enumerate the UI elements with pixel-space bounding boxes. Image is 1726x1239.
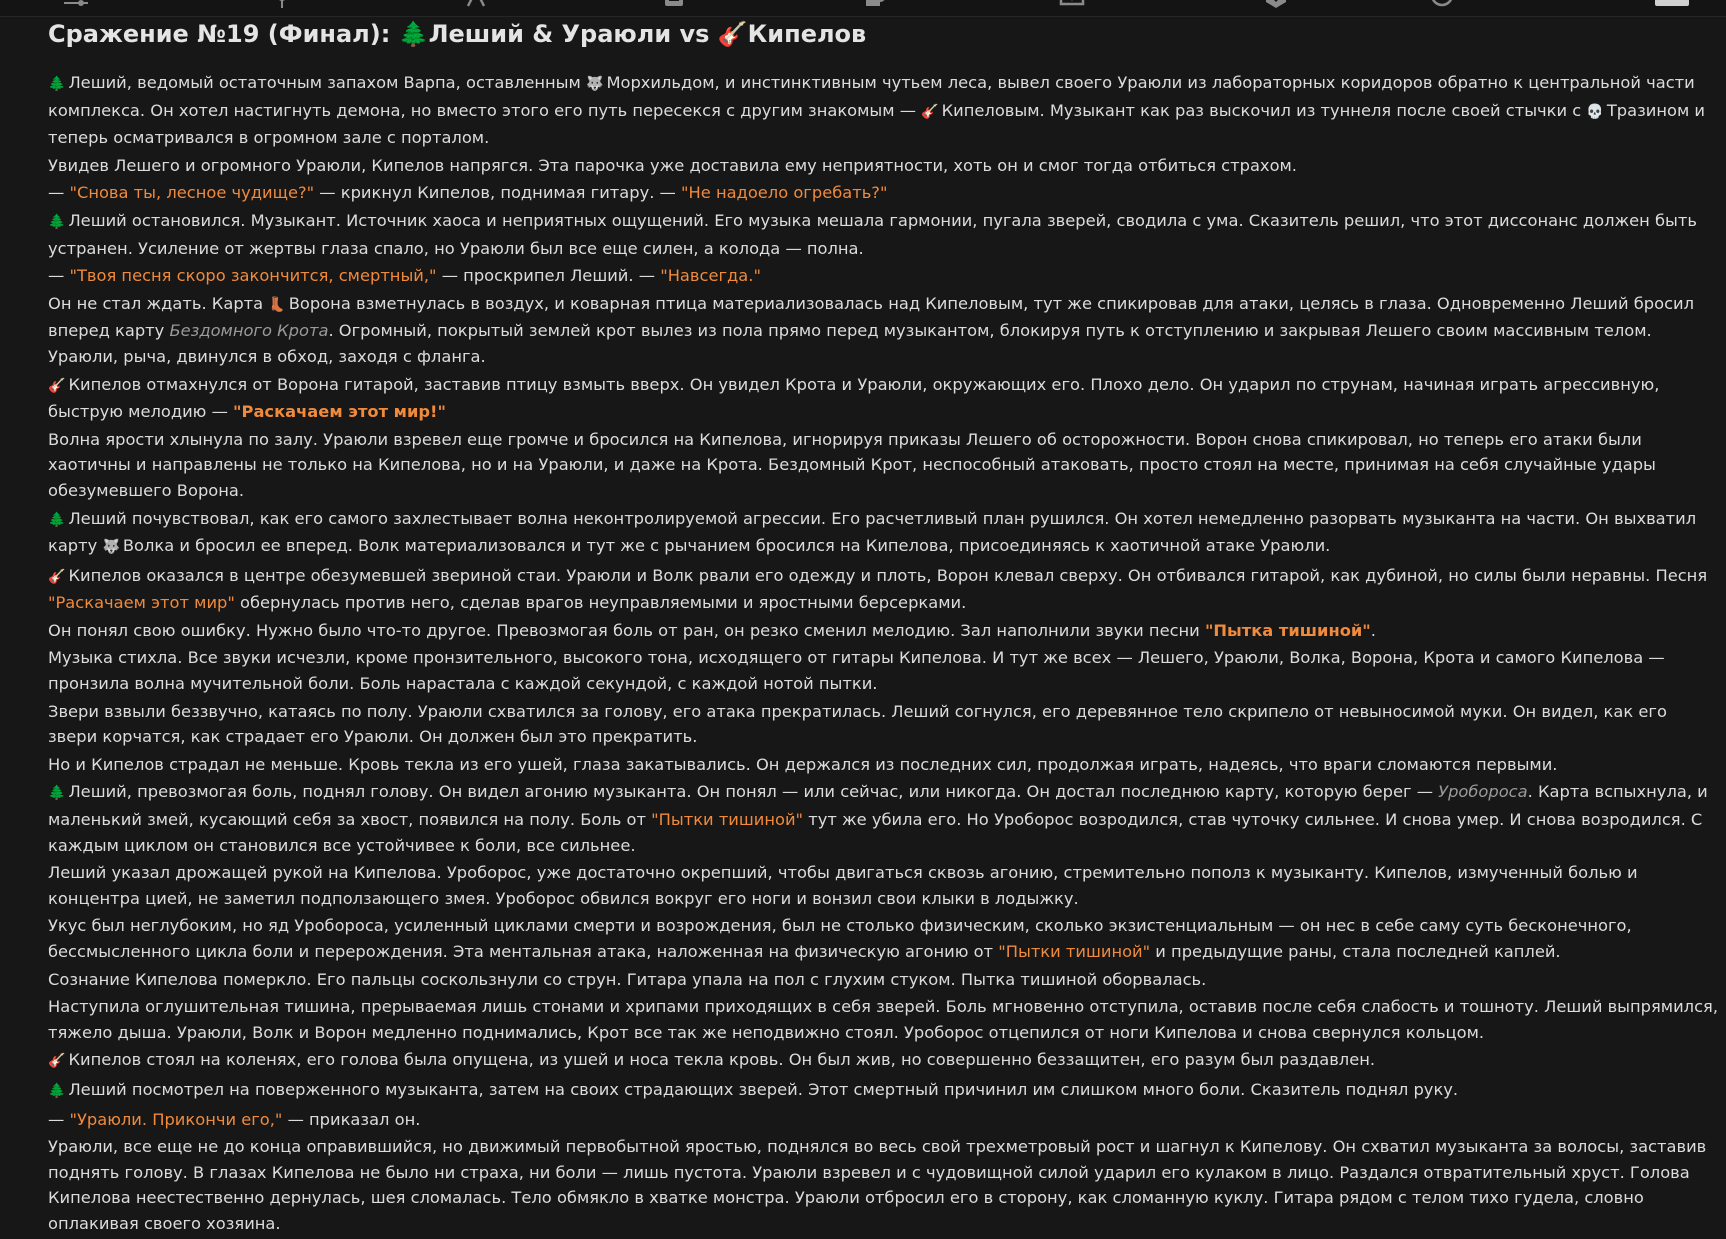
id-card-icon[interactable] bbox=[1655, 0, 1683, 12]
paragraph: Музыка стихла. Все звуки исчезли, кроме пронзительного, высокого тона, исходящего от гитары Кипелова. И тут же всех — Лешего, Ураюли, Волка, Ворона, Крота и самого Кипелова — пронзила волна мучительной боли. Боль нарастала с каждой секундой, с каждой нотой пытки. bbox=[48, 648, 1665, 694]
paragraph: Наступила оглушительная тишина, прерываемая лишь стонами и хрипами приходящих в себя зверей. Боль мгновенно отступила, оставив после себя слабость и тошноту. Леший выпрямился, тяжело дыша. Ураюли, Волк и Ворон медленно поднимались, Крот все так же неподвижно стоял. Уроборос отцепился от ноги Кипелова и снова свернулся кольцом. bbox=[48, 997, 1718, 1042]
paragraph: 🌲 Леший посмотрел на поверженного музыканта, затем на своих страдающих зверей. Этот смертный причинил им слишком много боли. Сказитель поднял руку. bbox=[48, 1079, 1459, 1099]
top-nav-bar bbox=[0, 0, 1726, 17]
paragraph: Он понял свою ошибку. Нужно было что-то другое. Превозмогая боль от ран, он резко сменил мелодию. Зал наполнили звуки песни "Пытка тишиной". bbox=[48, 620, 1376, 640]
paragraph: 🌲 Леший почувствовал, как его самого захлестывает волна неконтролируемой агрессии. Его расчетливый план рушился. Он хотел немедленно разорвать музыканта на части. Он выхватил карту 🐺 Волка и бросил ее вперед. Волк материализовался и тут же с рычанием бросился на Кипелова, присоединяясь к хаотичной атаке Ураюли. bbox=[48, 508, 1697, 556]
card-name: Бездомного Крота bbox=[169, 321, 329, 341]
pin-icon[interactable] bbox=[268, 0, 296, 12]
dialogue-quote: "Твоя песня скоро закончится, смертный," bbox=[69, 266, 437, 286]
paragraph: Но и Кипелов страдал не меньше. Кровь текла из его ушей, глаза закатывались. Он держался из последних сил, продолжая играть, надеясь, что враги сломаются первыми. bbox=[48, 754, 1558, 774]
dialogue-quote: "Не надоело огребать?" bbox=[681, 183, 888, 203]
paragraph: — "Ураюли. Прикончи его," — приказал он. bbox=[48, 1109, 421, 1129]
guitar-icon: 🎸 bbox=[48, 377, 66, 394]
paragraph: 🌲 Леший остановился. Музыкант. Источник хаоса и неприятных ощущений. Его музыка мешала гармонии, пугала зверей, сводила с ума. Сказитель решил, что этот диссонанс должен быть устранен. Усиление от жертвы глаза спало, но Ураюли был все еще силен, а колода — полна. bbox=[48, 210, 1697, 258]
tree-icon: 🌲 bbox=[48, 76, 66, 92]
paragraph: 🎸 Кипелов оказался в центре обезумевшей звериной стаи. Ураюли и Волк рвали его одежду и плоть, Ворон клевал сверху. Он отбивался гитарой, как дубиной, но силы были неравны. Песня "Раскачаем этот мир" обернулась против него, сделав врагов неуправляемыми и яростными берсерками. bbox=[48, 565, 1708, 613]
font-icon[interactable] bbox=[462, 0, 490, 12]
song-name: "Пытки тишиной" bbox=[651, 810, 804, 830]
paragraph: 🌲 Леший, превозмогая боль, поднял голову. Он видел агонию музыканта. Он понял — или сейчас, или никогда. Он достал последнюю карту, которую берег — Уробороса. Карта вспыхнула, и маленький змей, кусающий себя за хвост, появился на полу. Боль от "Пытки тишиной" тут же убила его. Но Уроборос возродился, став чуточку сильнее. И снова умер. И снова возродился. С каждым циклом он становился все устойчивее к боли, все сильнее. bbox=[48, 782, 1708, 855]
wolf-icon: 🐺 bbox=[102, 539, 120, 556]
guitar-icon: 🎸 bbox=[48, 568, 66, 585]
paragraph: — "Твоя песня скоро закончится, смертный," — проскрипел Леший. — "Навсегда." bbox=[48, 266, 761, 286]
story-text bbox=[48, 70, 1718, 1239]
paragraph: Леший указал дрожащей рукой на Кипелова. Уроборос, уже достаточно окрепший, чтобы двигаться сквозь агонию, стремительно пополз к музыканту. Кипелов, измученный болью и концентра цией, не заметил подползающего змея. Уроборос обвился вокруг его ноги и вонзил свои клыки в лодыжку. bbox=[48, 863, 1638, 908]
tree-icon: 🌲 bbox=[48, 213, 66, 230]
tree-icon: 🌲 bbox=[48, 511, 66, 528]
song-name: "Пытки тишиной" bbox=[998, 942, 1151, 961]
paragraph: Ураюли, все еще не до конца оправившийся, но движимый первобытной яростью, поднялся во весь свой трехметровый рост и шагнул к Кипелову. Он схватил музыканта за волосы, заставив поднять голову. В глазах Кипелова не было ни страха, ни боли — лишь пустота. Ураюли взревел и с чудовищной силой ударил его кулаком в лицо. Раздался отвратительный хруст. Голова Кипелова неестественно дернулась, шея сломалась. Тело обмякло в хватке монстра. Ураюли отбросил его в сторону, как сломанную куклу. Гитара рядом с телом тихо гудела, словно оплакивая своего хозяина. bbox=[48, 1137, 1707, 1233]
song-name: "Пытка тишиной" bbox=[1204, 620, 1371, 640]
paragraph: Волна ярости хлынула по залу. Ураюли взревел еще громче и бросился на Кипелова, игнорируя приказы Лешего об осторожности. Ворон снова спикировал, но теперь его атаки были хаотичны и направлены не только на Кипелова, но и на Ураюли, и даже на Крота. Бездомный Крот, неспособный атаковать, просто стоял на месте, принимая на себя случайные удары обезумевшего Ворона. bbox=[48, 429, 1656, 500]
dialogue-quote: "Снова ты, лесное чудище?" bbox=[69, 183, 315, 203]
settings-icon[interactable] bbox=[862, 0, 890, 12]
guitar-icon: 🎸 bbox=[921, 103, 939, 120]
upload-icon[interactable] bbox=[1058, 0, 1086, 12]
tree-icon: 🌲 bbox=[398, 20, 429, 48]
tree-icon: 🌲 bbox=[48, 1082, 66, 1099]
paragraph: 🎸 Кипелов отмахнулся от Ворона гитарой, заставив птицу взмыть вверх. Он увидел Крота и Ураюли, окружающих его. Плохо дело. Он ударил по струнам, начиная играть агрессивную, быструю мелодию — "Раскачаем этот мир!" bbox=[48, 374, 1660, 422]
paragraph: 🎸 Кипелов стоял на коленях, его голова была опущена, из ушей и носа текла кровь. Он был жив, но совершенно беззащитен, его разум был раздавлен. bbox=[48, 1050, 1376, 1070]
paragraph: Он не стал ждать. Карта 👢 Ворона взметнулась в воздух, и коварная птица материализовалась над Кипеловым, тут же спикировав для атаки, целясь в глаза. Одновременно Леший бросил вперед карту Бездомного Крота. Огромный, покрытый землей крот вылез из пола прямо перед музыкантом, блокируя путь к отступлению и закрывая Лешего своим массивным телом. Ураюли, рыча, двинулся в обход, заходя с фланга. bbox=[48, 293, 1695, 366]
sliders-icon[interactable] bbox=[62, 0, 90, 12]
smile-icon[interactable] bbox=[1428, 0, 1456, 12]
song-name: "Раскачаем этот мир" bbox=[48, 593, 235, 613]
paragraph: 🌲 Леший, ведомый остаточным запахом Варпа, оставленным 🐺 Морхильдом, и инстинктивным чутьем леса, вывел своего Ураюли из лабораторных коридоров обратно к центральной части комплекса. Он хотел настигнуть демона, но вместо этого его путь пересекся с другим знакомым — 🎸 Кипеловым. Музыкант как раз выскочил из туннеля после своей стычки с 💀 Тразином и теперь осматривался в огромном зале с порталом. bbox=[48, 73, 1705, 148]
card-name: Уробороса bbox=[1438, 782, 1528, 802]
paragraph: Звери взвыли беззвучно, катаясь по полу. Ураюли схватился за голову, его атака прекратилась. Леший согнулся, его деревянное тело скрипело от невыносимой муки. Он видел, как его звери корчатся, как страдает его Ураюли. Он должен был это прекратить. bbox=[48, 701, 1667, 747]
paragraph: Увидев Лешего и огромного Ураюли, Кипелов напрягся. Эта парочка уже доставила ему неприятности, хоть он и смог тогда отбиться страхом. bbox=[48, 155, 1297, 175]
cube-icon[interactable] bbox=[1262, 0, 1290, 12]
dialogue-quote: "Ураюли. Прикончи его," bbox=[69, 1109, 283, 1129]
guitar-icon: 🎸 bbox=[717, 20, 748, 48]
paragraph: — "Снова ты, лесное чудище?" — крикнул Кипелов, поднимая гитару. — "Не надоело огребать?" bbox=[48, 183, 888, 203]
tree-icon: 🌲 bbox=[48, 785, 66, 802]
paragraph: Укус был неглубоким, но яд Уробороса, усиленный циклами смерти и возрождения, был не столько физическим, сколько экзистенциальным — он нес в себе саму суть бесконечного, бессмысленного цикла боли и перерождения. Эта ментальная атака, наложенная на физическую агонию от "Пытки тишиной" и предыдущие раны, стала последней каплей. bbox=[48, 916, 1632, 961]
book-icon[interactable] bbox=[660, 0, 688, 12]
dialogue-quote: "Навсегда." bbox=[660, 266, 761, 286]
battle-title: Сражение №19 (Финал): 🌲Леший & Ураюли vs 🎸Кипелов bbox=[48, 20, 867, 48]
song-name: "Раскачаем этот мир!" bbox=[233, 402, 446, 422]
skull-icon: 💀 bbox=[1586, 103, 1604, 120]
paragraph: Сознание Кипелова померкло. Его пальцы соскользнули со струн. Гитара упала на пол с глухим стуком. Пытка тишиной оборвалась. bbox=[48, 969, 1207, 989]
wolf-icon: 🐺 bbox=[586, 76, 604, 92]
boot-icon: 👢 bbox=[268, 296, 286, 313]
guitar-icon: 🎸 bbox=[48, 1053, 66, 1070]
